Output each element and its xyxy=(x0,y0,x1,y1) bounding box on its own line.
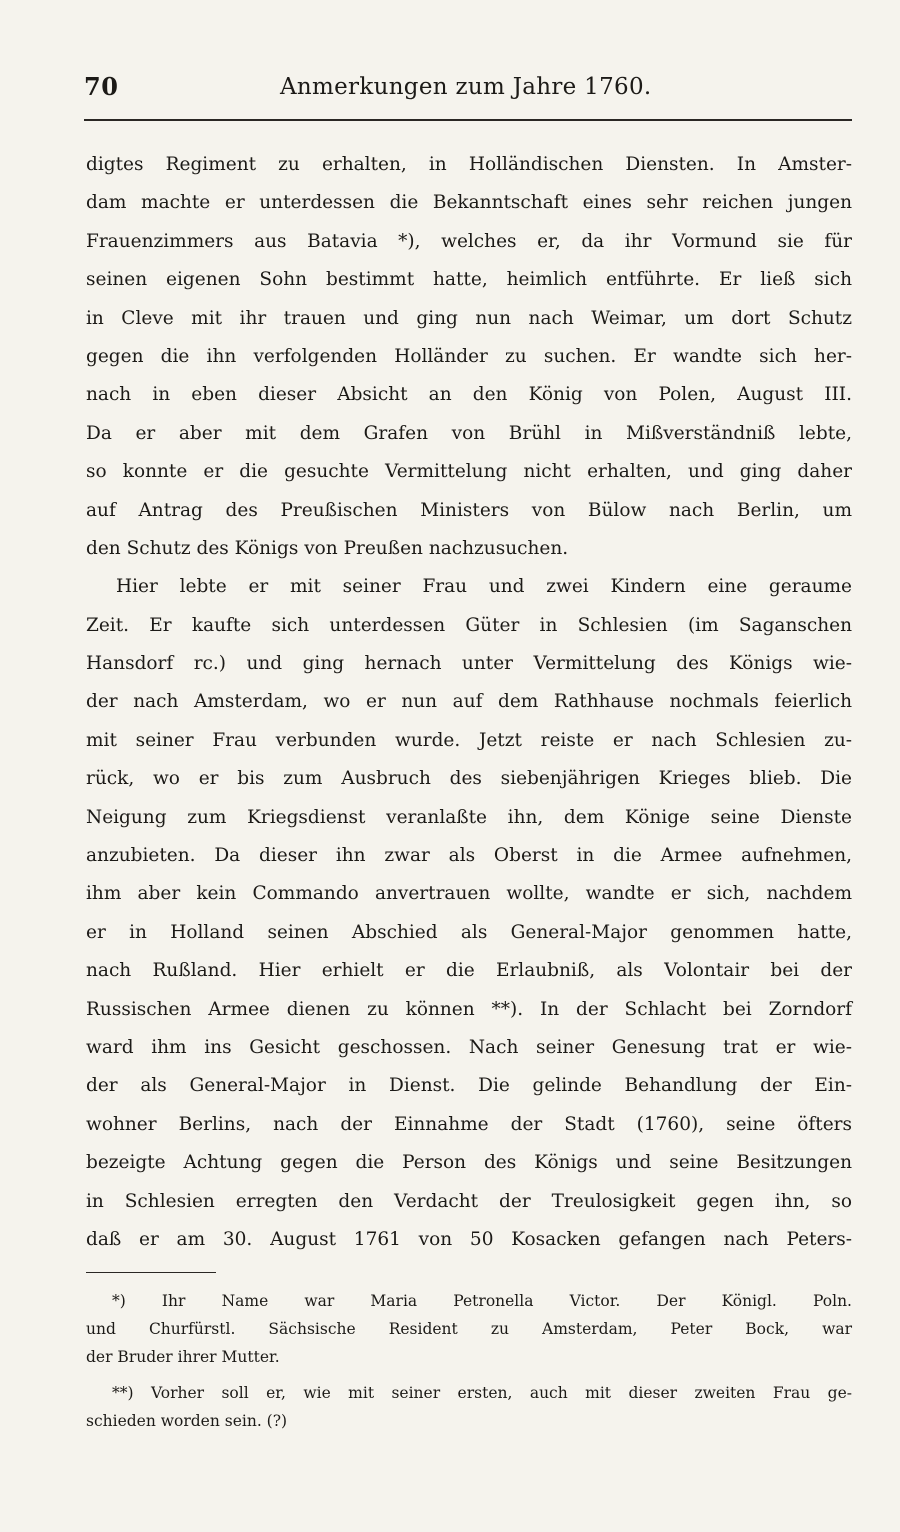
body-line: auf Antrag des Preußischen Ministers von Bülow nach Berlin, um xyxy=(86,499,852,521)
footnote-line: der Bruder ihrer Mutter. xyxy=(86,1348,280,1366)
body-line: der als General-Major in Dienst. Die gelinde Behandlung der Ein- xyxy=(86,1075,852,1097)
body-line: in Cleve mit ihr trauen und ging nun nach Weimar, um dort Schutz xyxy=(86,307,852,329)
body-line: anzubieten. Da dieser ihn zwar als Oberst in die Armee aufnehmen, xyxy=(86,845,852,867)
body-line: mit seiner Frau verbunden wurde. Jetzt reiste er nach Schlesien zu- xyxy=(86,729,852,751)
body-line: rück, wo er bis zum Ausbruch des siebenjährigen Krieges blieb. Die xyxy=(86,768,852,790)
body-line: Hier lebte er mit seiner Frau und zwei Kindern eine geraume xyxy=(116,576,852,598)
footnote xyxy=(86,1379,852,1435)
footnote-line: *) Ihr Name war Maria Petronella Victor. Der Königl. Poln. xyxy=(112,1292,852,1310)
body-line: den Schutz des Königs von Preußen nachzusuchen. xyxy=(86,537,569,559)
footnote-line: **) Vorher soll er, wie mit seiner ersten, auch mit dieser zweiten Frau ge- xyxy=(112,1384,852,1402)
body-line: in Schlesien erregten den Verdacht der Treulosigkeit gegen ihn, so xyxy=(86,1190,852,1212)
body-line: digtes Regiment zu erhalten, in Holländischen Diensten. In Amster- xyxy=(86,154,852,175)
body-line: ward ihm ins Gesicht geschossen. Nach seiner Genesung trat er wie- xyxy=(86,1036,852,1058)
footnote-rule xyxy=(86,1272,216,1273)
footnotes xyxy=(86,1287,852,1435)
body-line: ihm aber kein Commando anvertrauen wollte, wandte er sich, nachdem xyxy=(86,883,852,905)
body-line: Zeit. Er kaufte sich unterdessen Güter in Schlesien (im Saganschen xyxy=(86,614,852,636)
footnote xyxy=(86,1287,852,1371)
body-line: er in Holland seinen Abschied als General-Major genommen hatte, xyxy=(86,921,852,943)
body-line: gegen die ihn verfolgenden Holländer zu suchen. Er wandte sich her- xyxy=(86,345,852,367)
page-header xyxy=(84,68,852,108)
body-text xyxy=(86,146,852,1259)
body-line: daß er am 30. August 1761 von 50 Kosacken gefangen nach Peters- xyxy=(86,1228,852,1250)
body-line: seinen eigenen Sohn bestimmt hatte, heimlich entführte. Er ließ sich xyxy=(86,269,852,291)
body-line: dam machte er unterdessen die Bekanntschaft eines sehr reichen jungen xyxy=(86,192,852,214)
body-line: wohner Berlins, nach der Einnahme der Stadt (1760), seine öfters xyxy=(86,1113,852,1135)
running-head: Anmerkungen zum Jahre 1760. xyxy=(280,74,652,100)
body-line: bezeigte Achtung gegen die Person des Königs und seine Besitzungen xyxy=(86,1152,852,1174)
footnote-line: schieden worden sein. (?) xyxy=(86,1412,288,1430)
body-line: Da er aber mit dem Grafen von Brühl in Mißverständniß lebte, xyxy=(86,422,852,444)
body-line: der nach Amsterdam, wo er nun auf dem Rathhause nochmals feierlich xyxy=(86,691,852,713)
body-line: Frauenzimmers aus Batavia *), welches er, da ihr Vormund sie für xyxy=(86,230,852,252)
body-line: Russischen Armee dienen zu können **). In der Schlacht bei Zorndorf xyxy=(86,998,852,1020)
body-line: Neigung zum Kriegsdienst veranlaßte ihn, dem Könige seine Dienste xyxy=(86,806,852,828)
page-number: 70 xyxy=(84,72,119,101)
body-line: so konnte er die gesuchte Vermittelung nicht erhalten, und ging daher xyxy=(86,461,852,483)
body-line: nach in eben dieser Absicht an den König von Polen, August III. xyxy=(86,384,852,406)
header-rule xyxy=(84,119,852,121)
body-line: Hansdorf rc.) und ging hernach unter Vermittelung des Königs wie- xyxy=(86,653,852,675)
body-line: nach Rußland. Hier erhielt er die Erlaubniß, als Volontair bei der xyxy=(86,960,852,982)
footnote-line: und Churfürstl. Sächsische Resident zu Amsterdam, Peter Bock, war xyxy=(86,1320,852,1338)
